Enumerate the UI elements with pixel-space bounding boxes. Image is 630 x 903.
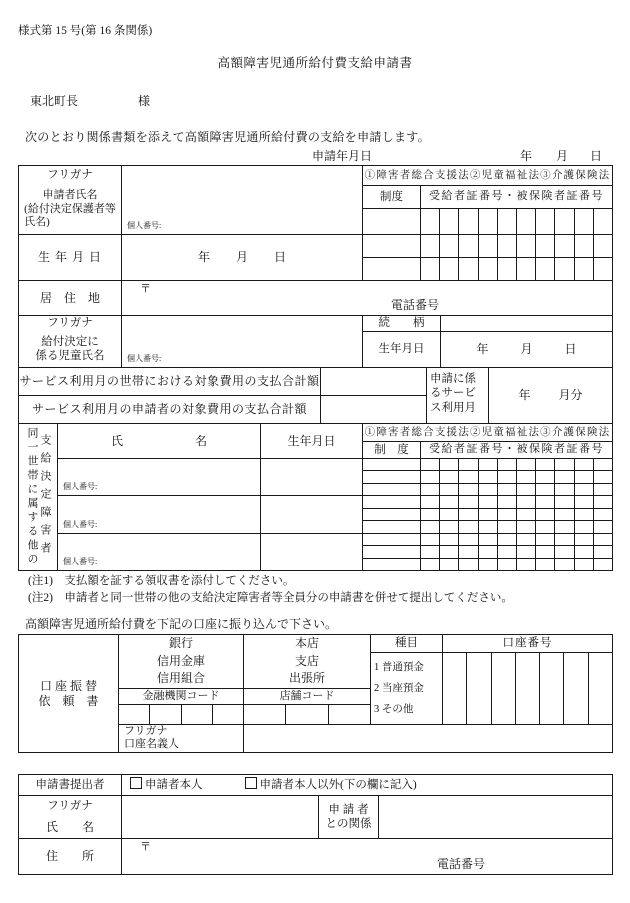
account-furigana-input[interactable] bbox=[243, 724, 613, 739]
digit-cell[interactable] bbox=[459, 258, 477, 280]
digit-cell[interactable] bbox=[575, 546, 593, 557]
bank-type-options bbox=[157, 635, 205, 687]
digit-cell[interactable] bbox=[459, 559, 477, 570]
digit-cell[interactable] bbox=[498, 209, 516, 234]
digit-cell[interactable] bbox=[594, 546, 612, 557]
digit-cell[interactable] bbox=[421, 235, 439, 257]
digit-cell[interactable] bbox=[536, 521, 554, 532]
digit-cell[interactable] bbox=[440, 235, 458, 257]
digit-cell[interactable] bbox=[575, 459, 593, 470]
household-vertical-label-columns bbox=[26, 424, 50, 570]
bank-code-cells-frame bbox=[118, 704, 244, 725]
digit-cell[interactable] bbox=[594, 534, 612, 545]
applicant-name-input[interactable] bbox=[121, 185, 363, 235]
digit-cell[interactable] bbox=[363, 459, 420, 470]
household-name-header bbox=[57, 423, 261, 459]
digit-cell[interactable] bbox=[575, 534, 593, 545]
digit-cell[interactable] bbox=[286, 705, 327, 724]
digit-cell[interactable] bbox=[536, 546, 554, 557]
digit-cell[interactable] bbox=[182, 705, 212, 724]
digit-cell[interactable] bbox=[536, 459, 554, 470]
digit-cell[interactable] bbox=[498, 484, 516, 495]
digit-cell[interactable] bbox=[459, 471, 477, 482]
account-item-other: 3 その他 bbox=[374, 704, 414, 715]
applicant-cert-grid-2 bbox=[363, 235, 612, 257]
digit-cell[interactable] bbox=[536, 509, 554, 520]
branch-code-grid bbox=[244, 705, 370, 724]
digit-cell[interactable] bbox=[555, 534, 573, 545]
digit-cell[interactable] bbox=[555, 559, 573, 570]
bank-intro: 高額障害児通所給付費を下記の口座に振り込んで下さい。 bbox=[25, 617, 338, 631]
digit-cell[interactable] bbox=[421, 559, 439, 570]
digit-cell[interactable] bbox=[594, 258, 612, 280]
digit-cell[interactable] bbox=[594, 459, 612, 470]
digit-cell[interactable] bbox=[363, 559, 420, 570]
digit-cell[interactable] bbox=[575, 509, 593, 520]
digit-cell[interactable] bbox=[421, 509, 439, 520]
digit-cell[interactable] bbox=[536, 209, 554, 234]
digit-cell[interactable] bbox=[516, 653, 539, 724]
digit-cell[interactable] bbox=[594, 235, 612, 257]
note-2: (注2) 申請者と同一世帯の他の支給決定障害者等全員分の申請書を併せて提出してください。 bbox=[28, 592, 513, 604]
child-name-label-line2: 係る児童氏名 bbox=[35, 350, 105, 362]
bank-type-kumiai: 信用組合 bbox=[156, 671, 205, 686]
digit-cell[interactable] bbox=[363, 496, 420, 507]
digit-cell[interactable] bbox=[575, 235, 593, 257]
applicant-name-label-line2: (給付決定保護者等 bbox=[24, 202, 116, 215]
digit-cell[interactable] bbox=[594, 496, 612, 507]
digit-cell[interactable] bbox=[594, 471, 612, 482]
year-glyph: 年 bbox=[197, 250, 210, 264]
digit-cell[interactable] bbox=[517, 534, 535, 545]
account-holder-label: 口座名義人 bbox=[118, 738, 244, 753]
digit-cell[interactable] bbox=[443, 653, 466, 724]
law-header-applicant: ①障害者総合支援法②児童福祉法③介護保険法 bbox=[362, 165, 613, 186]
bank-code-header: 金融機関コード bbox=[118, 688, 244, 705]
digit-cell[interactable] bbox=[440, 509, 458, 520]
digit-cell[interactable] bbox=[536, 258, 554, 280]
digit-cell[interactable] bbox=[575, 209, 593, 234]
household-birth-header: 生年月日 bbox=[260, 423, 363, 459]
digit-cell[interactable] bbox=[440, 559, 458, 570]
account-item-current: 2 当座預金 bbox=[374, 683, 424, 694]
child-name-input[interactable] bbox=[121, 331, 363, 368]
digit-cell[interactable] bbox=[517, 559, 535, 570]
applicant-furigana-input[interactable] bbox=[121, 165, 363, 186]
digit-cell[interactable] bbox=[363, 534, 420, 545]
branch-type-options bbox=[289, 635, 325, 687]
bank-type-shinkin: 信用金庫 bbox=[156, 653, 205, 668]
digit-cell[interactable] bbox=[589, 653, 612, 724]
household-member1-name-input[interactable] bbox=[57, 458, 261, 496]
account-item-ordinary: 1 普通預金 bbox=[374, 662, 424, 673]
digit-cell[interactable] bbox=[575, 471, 593, 482]
digit-cell[interactable] bbox=[459, 235, 477, 257]
digit-cell[interactable] bbox=[555, 459, 573, 470]
digit-cell[interactable] bbox=[244, 705, 285, 724]
digit-cell[interactable] bbox=[536, 534, 554, 545]
household-cert-grid-frame bbox=[362, 458, 613, 571]
cert-number-header-household: 受給者証番号・被保険者証番号 bbox=[420, 441, 613, 459]
household-vertical-label-left: 同一世帯に属する他の bbox=[26, 427, 38, 567]
account-number-header: 口座番号 bbox=[442, 634, 613, 653]
application-date-year: 年 bbox=[520, 149, 533, 163]
digit-cell[interactable] bbox=[479, 471, 497, 482]
child-personal-number-label: 個人番号: bbox=[127, 354, 162, 363]
digit-cell[interactable] bbox=[536, 496, 554, 507]
addressee-honorific: 様 bbox=[138, 94, 151, 108]
digit-cell[interactable] bbox=[479, 534, 497, 545]
digit-cell[interactable] bbox=[536, 484, 554, 495]
digit-cell[interactable] bbox=[536, 471, 554, 482]
child-name-label-line1: 給付決定に bbox=[41, 335, 99, 348]
digit-cell[interactable] bbox=[517, 521, 535, 532]
digit-cell[interactable] bbox=[555, 521, 573, 532]
applicant-birthdate-label: 生 年 月 日 bbox=[18, 234, 122, 281]
member1-personal-number-label: 個人番号: bbox=[63, 482, 98, 491]
household-member1-birth-input[interactable] bbox=[260, 458, 363, 496]
child-name-label-lines bbox=[36, 335, 105, 364]
seido-header-household: 制 度 bbox=[362, 441, 421, 459]
intro-sentence: 次のとおり関係書類を添えて高額障害児通所給付費の支給を申請します。 bbox=[25, 130, 430, 144]
digit-cell[interactable] bbox=[363, 209, 420, 234]
submitter-options bbox=[121, 774, 613, 796]
digit-cell[interactable] bbox=[479, 559, 497, 570]
submitter-option-other[interactable] bbox=[245, 777, 417, 792]
applicant-cert-row-3 bbox=[362, 257, 613, 281]
submitter-relation-label-lines bbox=[326, 803, 372, 832]
digit-cell[interactable] bbox=[479, 509, 497, 520]
digit-cell[interactable] bbox=[459, 496, 477, 507]
account-number-cells-frame bbox=[442, 652, 613, 725]
branch-type-honten: 本店 bbox=[294, 636, 319, 651]
digit-cell[interactable] bbox=[421, 258, 439, 280]
child-birthdate-label: 生年月日 bbox=[362, 331, 441, 368]
account-holder-input[interactable] bbox=[243, 738, 613, 753]
digit-cell[interactable] bbox=[594, 209, 612, 234]
digit-cell[interactable] bbox=[517, 235, 535, 257]
submitter-address-input[interactable] bbox=[121, 838, 613, 875]
digit-cell[interactable] bbox=[119, 705, 149, 724]
digit-cell[interactable] bbox=[575, 258, 593, 280]
digit-cell[interactable] bbox=[498, 496, 516, 507]
digit-cell[interactable] bbox=[363, 471, 420, 482]
submitter-relation-line2: との関係 bbox=[325, 818, 372, 830]
submitter-address-label: 住 所 bbox=[18, 838, 122, 875]
digit-cell[interactable] bbox=[498, 534, 516, 545]
digit-cell[interactable] bbox=[479, 235, 497, 257]
digit-cell[interactable] bbox=[498, 546, 516, 557]
name-header-right: 名 bbox=[195, 433, 208, 448]
submitter-relation-line1: 申 請 者 bbox=[328, 803, 369, 816]
digit-cell[interactable] bbox=[555, 509, 573, 520]
checkbox-applicant-self[interactable] bbox=[130, 777, 142, 789]
relation-label: 続 柄 bbox=[362, 315, 441, 332]
digit-cell[interactable] bbox=[555, 496, 573, 507]
digit-cell[interactable] bbox=[498, 559, 516, 570]
residence-label: 居 住 地 bbox=[18, 280, 122, 316]
digit-cell[interactable] bbox=[421, 459, 439, 470]
submitter-row-label: 申請書提出者 bbox=[18, 774, 122, 796]
digit-cell[interactable] bbox=[363, 484, 420, 495]
digit-cell[interactable] bbox=[498, 521, 516, 532]
digit-cell[interactable] bbox=[459, 509, 477, 520]
checkbox-applicant-other[interactable] bbox=[245, 777, 257, 789]
submitter-relation-label bbox=[318, 795, 379, 839]
digit-cell[interactable] bbox=[555, 484, 573, 495]
digit-cell[interactable] bbox=[363, 258, 420, 280]
applicant-cert-grid-3 bbox=[363, 258, 612, 280]
applicant-name-label-line1: 申請者氏名 bbox=[42, 188, 98, 201]
digit-cell[interactable] bbox=[575, 521, 593, 532]
service-target-month-line2: るサービ bbox=[430, 387, 476, 400]
digit-cell[interactable] bbox=[594, 509, 612, 520]
submitter-relation-input[interactable] bbox=[378, 795, 613, 839]
applicant-name-label-line3: 氏名) bbox=[24, 216, 50, 229]
form-number: 様式第 15 号(第 16 条関係) bbox=[18, 25, 153, 37]
digit-cell[interactable] bbox=[421, 546, 439, 557]
applicant-cert-row-2 bbox=[362, 234, 613, 258]
digit-cell[interactable] bbox=[440, 521, 458, 532]
digit-cell[interactable] bbox=[555, 546, 573, 557]
digit-cell[interactable] bbox=[150, 705, 180, 724]
digit-cell[interactable] bbox=[363, 546, 420, 557]
digit-cell[interactable] bbox=[421, 484, 439, 495]
service-target-month-label-lines bbox=[430, 372, 476, 415]
applicant-cert-grid-1 bbox=[363, 209, 612, 234]
digit-cell[interactable] bbox=[540, 653, 563, 724]
digit-cell[interactable] bbox=[459, 459, 477, 470]
digit-cell[interactable] bbox=[555, 258, 573, 280]
law-header-household: ①障害者総合支援法②児童福祉法③介護保険法 bbox=[362, 423, 613, 442]
submitter-phone-label: 電話番号 bbox=[437, 857, 486, 871]
relation-input[interactable] bbox=[440, 315, 613, 332]
year-glyph: 年 bbox=[518, 388, 531, 402]
digit-cell[interactable] bbox=[564, 653, 587, 724]
digit-cell[interactable] bbox=[440, 258, 458, 280]
digit-cell[interactable] bbox=[479, 209, 497, 234]
postal-mark: 〒 bbox=[140, 283, 151, 295]
note-1: (注1) 支払額を証する領収書を添付してください。 bbox=[28, 575, 295, 587]
digit-cell[interactable] bbox=[421, 521, 439, 532]
service-target-month-line3: ス利用月 bbox=[430, 401, 476, 414]
digit-cell[interactable] bbox=[555, 209, 573, 234]
application-date-label: 申請年月日 bbox=[312, 149, 373, 163]
digit-cell[interactable] bbox=[517, 484, 535, 495]
household-member3-birth-input[interactable] bbox=[260, 533, 363, 571]
branch-code-cells-frame bbox=[243, 704, 371, 725]
digit-cell[interactable] bbox=[594, 559, 612, 570]
account-item-options-lines bbox=[371, 657, 424, 720]
digit-cell[interactable] bbox=[329, 705, 370, 724]
account-transfer-line1: 口 座 振 替 bbox=[39, 678, 97, 693]
child-furigana-label: フリガナ bbox=[18, 315, 122, 332]
digit-cell[interactable] bbox=[440, 459, 458, 470]
household-member2-name-input[interactable] bbox=[57, 495, 261, 534]
branch-type-cell[interactable] bbox=[243, 634, 371, 689]
digit-cell[interactable] bbox=[517, 546, 535, 557]
month-glyph: 月 bbox=[235, 250, 248, 264]
submitter-furigana-label: フリガナ bbox=[18, 795, 122, 818]
digit-cell[interactable] bbox=[363, 235, 420, 257]
household-cert-grid bbox=[363, 459, 612, 570]
applicant-cert-row-1 bbox=[362, 208, 613, 235]
digit-cell[interactable] bbox=[421, 471, 439, 482]
digit-cell[interactable] bbox=[421, 496, 439, 507]
applicant-birthdate-input[interactable] bbox=[121, 234, 363, 281]
application-date-day: 日 bbox=[590, 149, 603, 163]
digit-cell[interactable] bbox=[459, 534, 477, 545]
submitter-option-other-label: 申請者本人以外(下の欄に記入) bbox=[259, 779, 417, 792]
digit-cell[interactable] bbox=[517, 459, 535, 470]
seido-header-applicant: 制度 bbox=[362, 185, 421, 209]
year-glyph: 年 bbox=[476, 342, 489, 356]
submitter-option-self-label: 申請者本人 bbox=[145, 779, 203, 792]
account-transfer-request-label bbox=[18, 634, 119, 753]
applicant-name-label bbox=[18, 185, 122, 235]
digit-cell[interactable] bbox=[440, 471, 458, 482]
digit-cell[interactable] bbox=[594, 484, 612, 495]
digit-cell[interactable] bbox=[479, 521, 497, 532]
applicant-personal-number-label: 個人番号: bbox=[127, 221, 162, 230]
digit-cell[interactable] bbox=[498, 459, 516, 470]
submitter-furigana-input[interactable] bbox=[121, 795, 319, 818]
digit-cell[interactable] bbox=[517, 258, 535, 280]
digit-cell[interactable] bbox=[479, 459, 497, 470]
bank-type-bank: 銀行 bbox=[168, 636, 193, 651]
digit-cell[interactable] bbox=[498, 235, 516, 257]
service-target-month-input[interactable] bbox=[488, 367, 613, 424]
digit-cell[interactable] bbox=[467, 653, 490, 724]
digit-cell[interactable] bbox=[459, 484, 477, 495]
member3-personal-number-label: 個人番号: bbox=[63, 557, 98, 566]
month-suffix-glyph: 月分 bbox=[558, 388, 583, 402]
digit-cell[interactable] bbox=[498, 471, 516, 482]
digit-cell[interactable] bbox=[479, 258, 497, 280]
digit-cell[interactable] bbox=[440, 484, 458, 495]
digit-cell[interactable] bbox=[492, 653, 515, 724]
branch-type-shucchojo: 出張所 bbox=[288, 671, 325, 686]
account-item-header: 種目 bbox=[370, 634, 443, 653]
digit-cell[interactable] bbox=[459, 521, 477, 532]
account-item-options[interactable] bbox=[370, 652, 443, 725]
digit-cell[interactable] bbox=[479, 496, 497, 507]
digit-cell[interactable] bbox=[440, 546, 458, 557]
digit-cell[interactable] bbox=[459, 209, 477, 234]
account-furigana-label: フリガナ bbox=[118, 724, 244, 739]
digit-cell[interactable] bbox=[213, 705, 243, 724]
branch-code-header: 店舗コード bbox=[243, 688, 371, 705]
household-member2-birth-input[interactable] bbox=[260, 495, 363, 534]
day-glyph: 日 bbox=[274, 250, 287, 264]
submitter-name-label: 氏 名 bbox=[18, 817, 122, 839]
application-date-month: 月 bbox=[556, 149, 569, 163]
digit-cell[interactable] bbox=[363, 509, 420, 520]
digit-cell[interactable] bbox=[498, 258, 516, 280]
residence-input[interactable] bbox=[121, 280, 613, 316]
member2-personal-number-label: 個人番号: bbox=[63, 520, 98, 529]
account-transfer-line2: 依 頼 書 bbox=[38, 693, 99, 708]
household-member3-name-input[interactable] bbox=[57, 533, 261, 571]
month-glyph: 月 bbox=[520, 342, 533, 356]
digit-cell[interactable] bbox=[517, 496, 535, 507]
service-applicant-total-label: サービス利用月の申請者の対象費用の支払合計額 bbox=[18, 395, 321, 424]
digit-cell[interactable] bbox=[517, 209, 535, 234]
digit-cell[interactable] bbox=[575, 484, 593, 495]
name-header-left: 氏 bbox=[110, 433, 123, 448]
digit-cell[interactable] bbox=[440, 534, 458, 545]
digit-cell[interactable] bbox=[440, 496, 458, 507]
service-target-month-label bbox=[426, 367, 489, 424]
applicant-furigana-label: フリガナ bbox=[18, 165, 122, 186]
digit-cell[interactable] bbox=[555, 235, 573, 257]
addressee: 東北町長 bbox=[30, 94, 79, 108]
service-target-month-line1: 申請に係 bbox=[430, 373, 476, 385]
digit-cell[interactable] bbox=[594, 521, 612, 532]
child-name-label bbox=[18, 331, 122, 368]
service-applicant-total-input[interactable] bbox=[320, 395, 427, 424]
service-household-total-label: サービス利用月の世帯における対象費用の支払合計額 bbox=[18, 367, 321, 396]
digit-cell[interactable] bbox=[421, 534, 439, 545]
digit-cell[interactable] bbox=[536, 235, 554, 257]
child-birthdate-input[interactable] bbox=[440, 331, 613, 368]
digit-cell[interactable] bbox=[575, 496, 593, 507]
account-transfer-request-lines bbox=[38, 679, 98, 709]
digit-cell[interactable] bbox=[498, 509, 516, 520]
page-title: 高額障害児通所給付費支給申請書 bbox=[217, 56, 413, 70]
digit-cell[interactable] bbox=[479, 546, 497, 557]
applicant-name-label-lines bbox=[24, 189, 116, 230]
submitter-option-self[interactable] bbox=[130, 777, 203, 792]
residence-phone-label: 電話番号 bbox=[391, 298, 440, 312]
household-vertical-label bbox=[18, 423, 58, 571]
service-household-total-input[interactable] bbox=[320, 367, 427, 396]
digit-cell[interactable] bbox=[517, 471, 535, 482]
digit-cell[interactable] bbox=[536, 559, 554, 570]
postal-mark: 〒 bbox=[140, 841, 151, 853]
digit-cell[interactable] bbox=[440, 209, 458, 234]
digit-cell[interactable] bbox=[459, 546, 477, 557]
digit-cell[interactable] bbox=[363, 521, 420, 532]
submitter-name-input[interactable] bbox=[121, 817, 319, 839]
digit-cell[interactable] bbox=[517, 509, 535, 520]
digit-cell[interactable] bbox=[555, 471, 573, 482]
bank-type-cell[interactable] bbox=[118, 634, 244, 689]
branch-type-shiten: 支店 bbox=[294, 653, 319, 668]
child-furigana-input[interactable] bbox=[121, 315, 363, 332]
day-glyph: 日 bbox=[564, 342, 577, 356]
account-number-grid bbox=[443, 653, 612, 724]
household-vertical-label-right: 支給決定障害者 bbox=[39, 434, 51, 560]
digit-cell[interactable] bbox=[479, 484, 497, 495]
cert-number-header-applicant: 受給者証番号・被保険者証番号 bbox=[420, 185, 613, 209]
digit-cell[interactable] bbox=[421, 209, 439, 234]
digit-cell[interactable] bbox=[575, 559, 593, 570]
bank-code-grid bbox=[119, 705, 243, 724]
